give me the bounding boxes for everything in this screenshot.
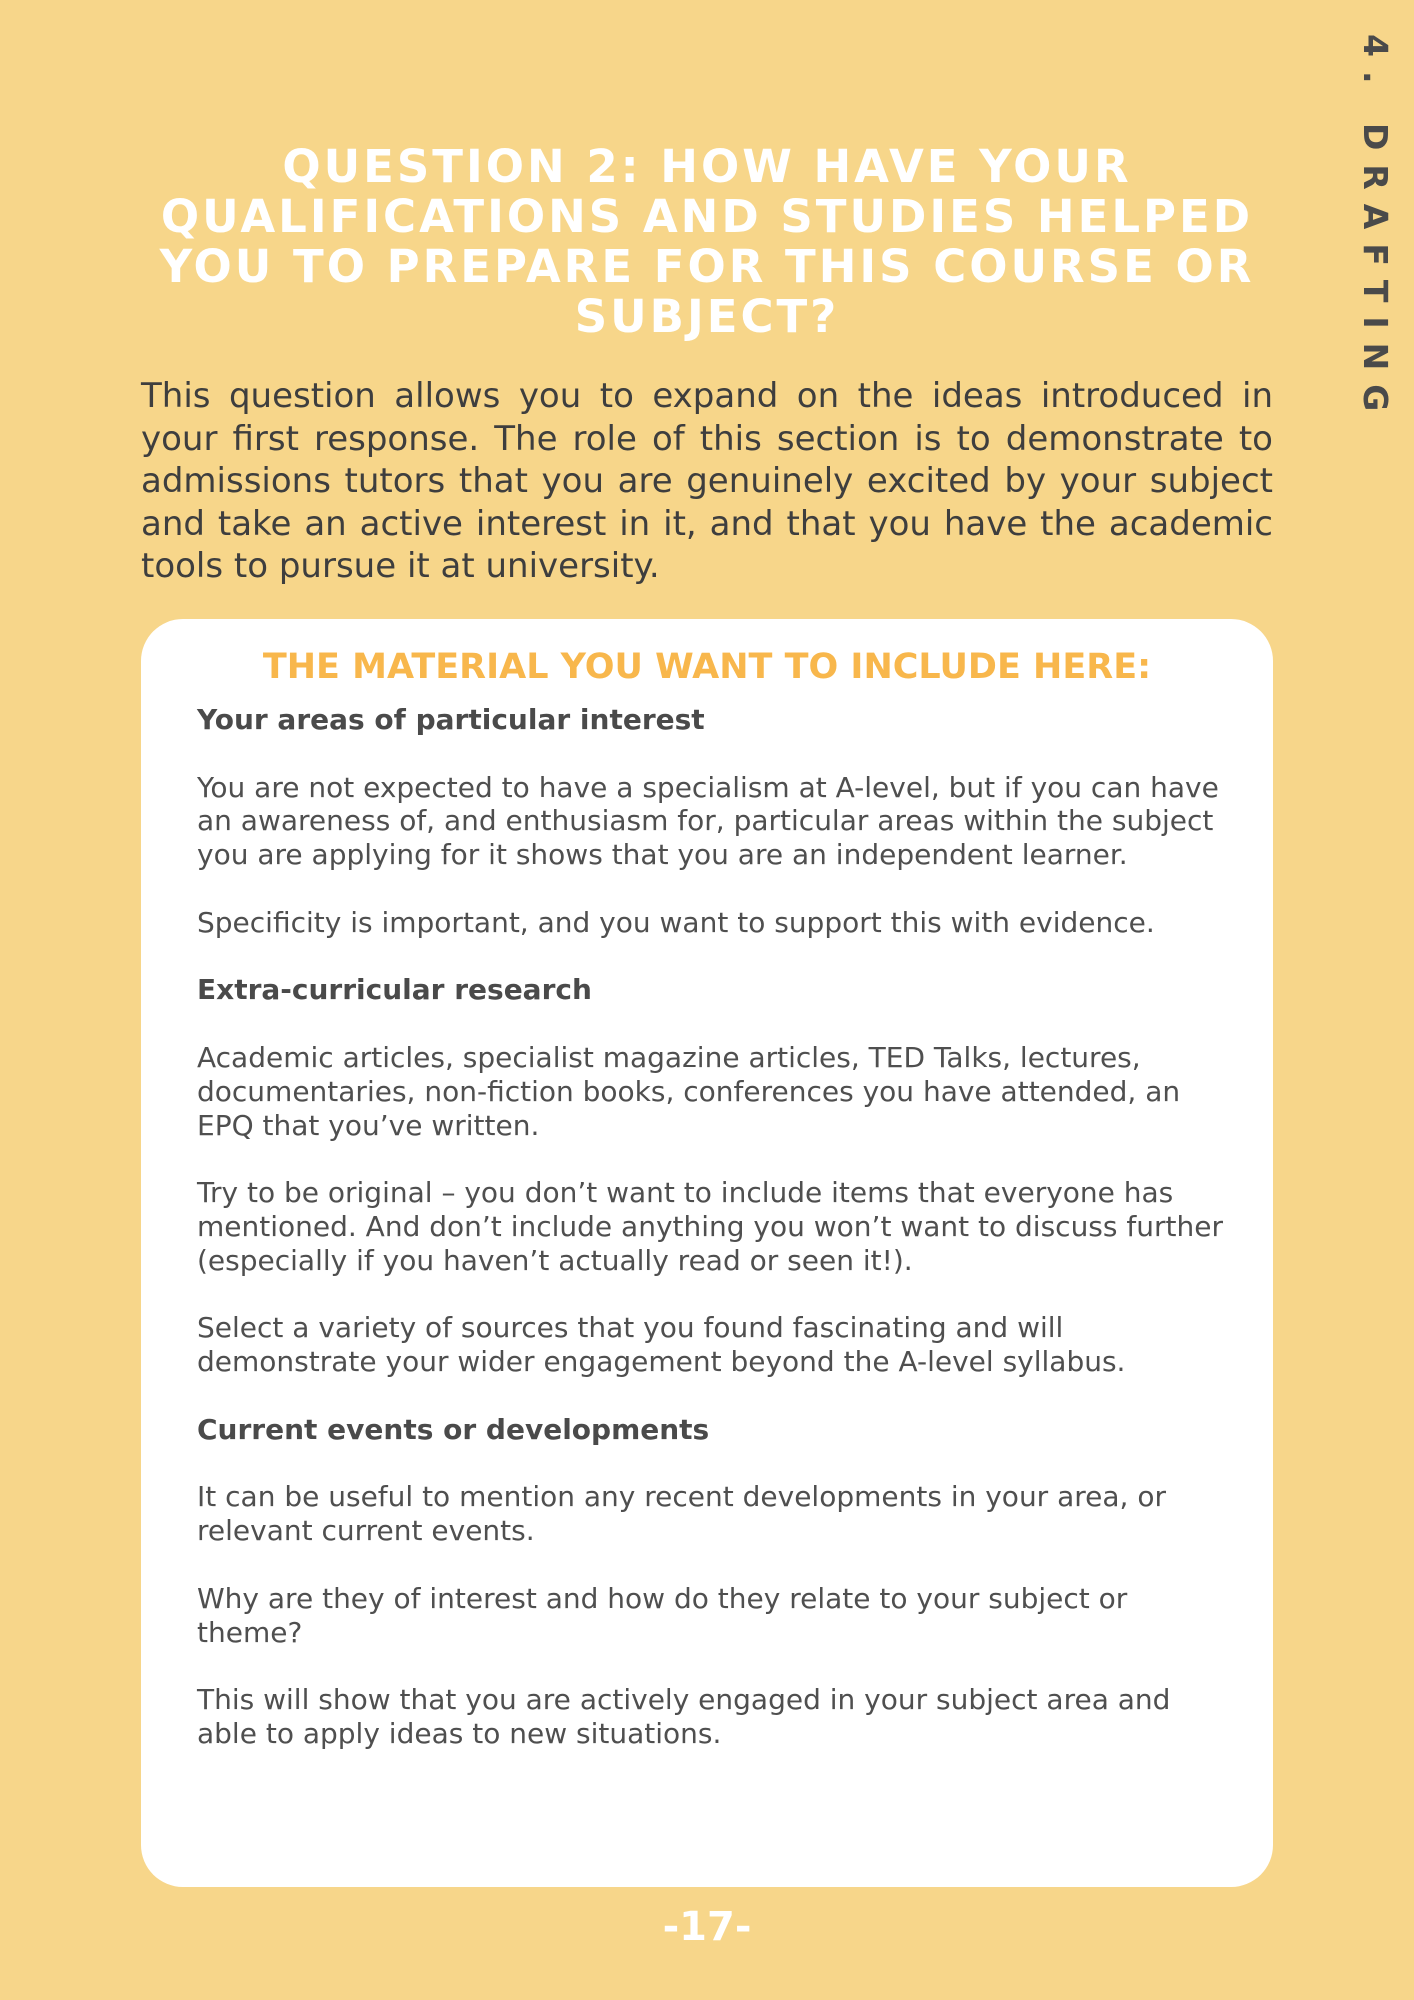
intro-paragraph: This question allows you to expand on the ideas introduced in your first response. The role of this section is to demonstrate to admissions tutors that you are genuinely excited by your subject and take an active interest in it, and that you have the academic tools to pursue it at university.: [141, 376, 1273, 586]
card-body: [197, 703, 1233, 1785]
paragraph-recent-developments: It can be useful to mention any recent developments in your area, or relevant current events.: [197, 1480, 1166, 1548]
paragraph-engagement: This will show that you are actively engaged in your subject area and able to apply ideas to new situations.: [197, 1683, 1171, 1750]
page-number: -17-: [662, 1904, 752, 1950]
paragraph-be-original: Try to be original – you don’t want to include items that everyone has mentioned. And don’t include anything you won’t want to discuss further (especially if you haven’t actually read or seen it!).: [197, 1176, 1223, 1277]
paragraph-sources-list: Academic articles, specialist magazine articles, TED Talks, lectures, documentaries, non-fiction books, conferences you have attended, an EPQ that you’ve written.: [197, 1040, 1181, 1142]
page-title: QUESTION 2: HOW HAVE YOUR QUALIFICATIONS AND STUDIES HELPED YOU TO PREPARE FOR THIS COURSE OR SUBJECT?: [159, 140, 1255, 343]
subheading-areas-of-interest: Your areas of particular interest: [197, 703, 705, 736]
section-label: 4. DRAFTING: [1356, 34, 1395, 426]
paragraph-specificity: Specificity is important, and you want to support this with evidence.: [197, 905, 1155, 939]
subheading-current-events: Current events or developments: [197, 1412, 710, 1446]
card-heading: THE MATERIAL YOU WANT TO INCLUDE HERE:: [262, 647, 1152, 687]
content-card: [141, 619, 1273, 1887]
subheading-extra-curricular: Extra-curricular research: [197, 973, 592, 1007]
paragraph-specialism: You are not expected to have a specialism at A-level, but if you can have an awareness of, and enthusiasm for, particular areas within the subject you are applying for it shows that you are an independent learner.: [197, 770, 1219, 872]
paragraph-variety: Select a variety of sources that you found fascinating and will demonstrate your wider engagement beyond the A-level syllabus.: [197, 1311, 1126, 1379]
paragraph-why-interest: Why are they of interest and how do they relate to your subject or theme?: [197, 1581, 1128, 1649]
